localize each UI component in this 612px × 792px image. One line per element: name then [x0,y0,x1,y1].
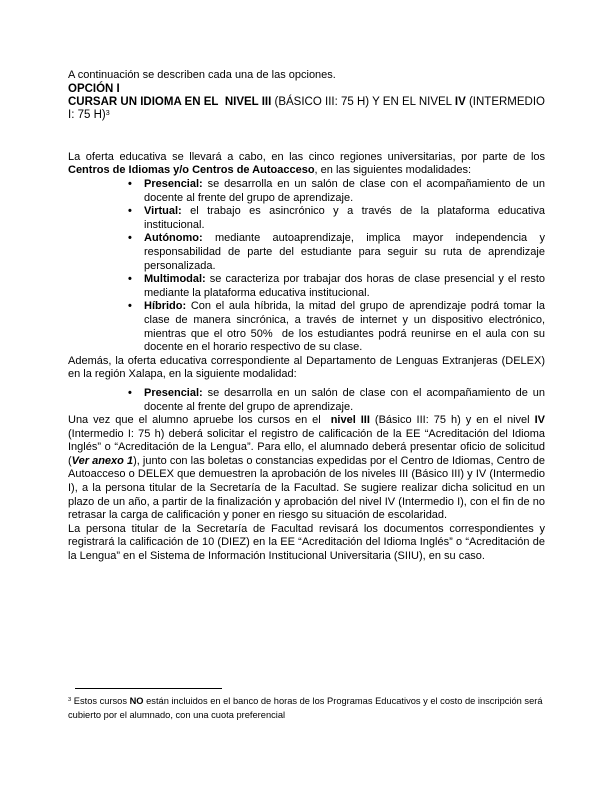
bullet-icon: • [128,386,132,399]
bullet-icon: • [128,273,132,286]
list-item-multimodal [128,273,545,300]
bullet-icon: • [128,232,132,245]
footnote-separator-line [75,688,222,689]
delex-modalidad-list [68,387,545,414]
intro-paragraph: A continuación se describen cada una de las opciones. [68,69,336,81]
list-item-text: Multimodal: se caracteriza por trabajar dos horas de clase presencial y el resto mediante la plataforma educativa institucional. [144,273,545,299]
page-body [68,69,545,564]
modalidades-list [68,178,545,355]
list-item-text: Virtual: el trabajo es asincrónico y a través de la plataforma educativa institucional. [144,205,545,231]
list-item-virtual [128,205,545,232]
list-item-presencial-delex [128,386,545,414]
list-item-presencial [128,178,545,205]
footnote-area [68,688,545,722]
option-heading-title: OPCIÓN I [68,82,120,95]
option-heading-subtitle: CURSAR UN IDIOMA EN EL NIVEL III (BÁSICO III: 75 H) Y EN EL NIVEL IV (INTERMEDIO I: 75 H)$^3$ [68,96,545,122]
list-item-autonomo [128,232,545,273]
bullet-icon: • [128,205,132,218]
list-item-hibrido [128,300,545,354]
paragraph-ademas-delex: Además, la oferta educativa correspondiente al Departamento de Lenguas Extranjeras (DELEX) en la región Xalapa, en la siguiente modalidad: [68,354,545,381]
list-item-text: Presencial: se desarrolla en un salón de clase con el acompañamiento de un docente al frente del grupo de aprendizaje. [144,386,545,413]
option-heading [68,83,545,124]
bullet-icon: • [128,300,132,313]
list-item-text: Autónomo: mediante autoaprendizaje, implica mayor independencia y responsabilidad de parte del estudiante para seguir su ruta de aprendizaje personalizada. [144,232,545,272]
paragraph-oferta-educativa: La oferta educativa se llevará a cabo, en las cinco regiones universitarias, por parte de los Centros de Idiomas y/o Centros de Autoacceso, en las siguientes modalidades: [68,150,545,177]
list-item-text: Híbrido: Con el aula híbrida, la mitad del grupo de aprendizaje podrá tomar la clase de manera sincrónica, a través de internet y un dispositivo electrónico, mientras que el otro 50% de los estudiantes podrá reunirse en el aula con su docente en el horario respectivo de su clase. [144,300,545,354]
paragraph-una-vez-apruebe: Una vez que el alumno apruebe los cursos en el nivel III (Básico III: 75 h) y en el nivel IV (Intermedio I: 75 h) deberá solicitar el registro de calificación de la EE “Acreditación del Idioma Inglés” o “Acreditación de la Lengua”. Para ello, el alumnado deberá presentar oficio de solicitud (Ver anexo 1), junto con las boletas o constancias expedidas por el Centro de Idiomas, Centro de Autoacceso o DELEX que demuestren la aprobación de los niveles III (Básico III) y IV (Intermedio I), a la persona titular de la Secretaría de la Facultad. Se sugiere realizar dicha solicitud en un plazo de un año, a partir de la finalización y aprobación del nivel IV (Intermedio I), con el fin de no retrasar la carga de calificación y poner en riesgo su situación de escolaridad. [68,414,545,522]
bullet-icon: • [128,178,132,190]
list-item-text: Presencial: se desarrolla en un salón de clase con el acompañamiento de un docente al frente del grupo de aprendizaje. [144,178,545,204]
paragraph-persona-titular: La persona titular de la Secretaría de Facultad revisará los documentos correspondientes y registrará la calificación de 10 (DIEZ) en la EE “Acreditación del Idioma Inglés” o “Acreditación de la Lengua” en el Sistema de Información Institucional Universitaria (SIIU), en su caso. [68,522,545,563]
footnote-text: $^3$ Estos cursos NO están incluidos en el banco de horas de los Programas Educativos y el costo de inscripción será cubierto por el alumnado, con una cuota preferencial [68,696,543,721]
